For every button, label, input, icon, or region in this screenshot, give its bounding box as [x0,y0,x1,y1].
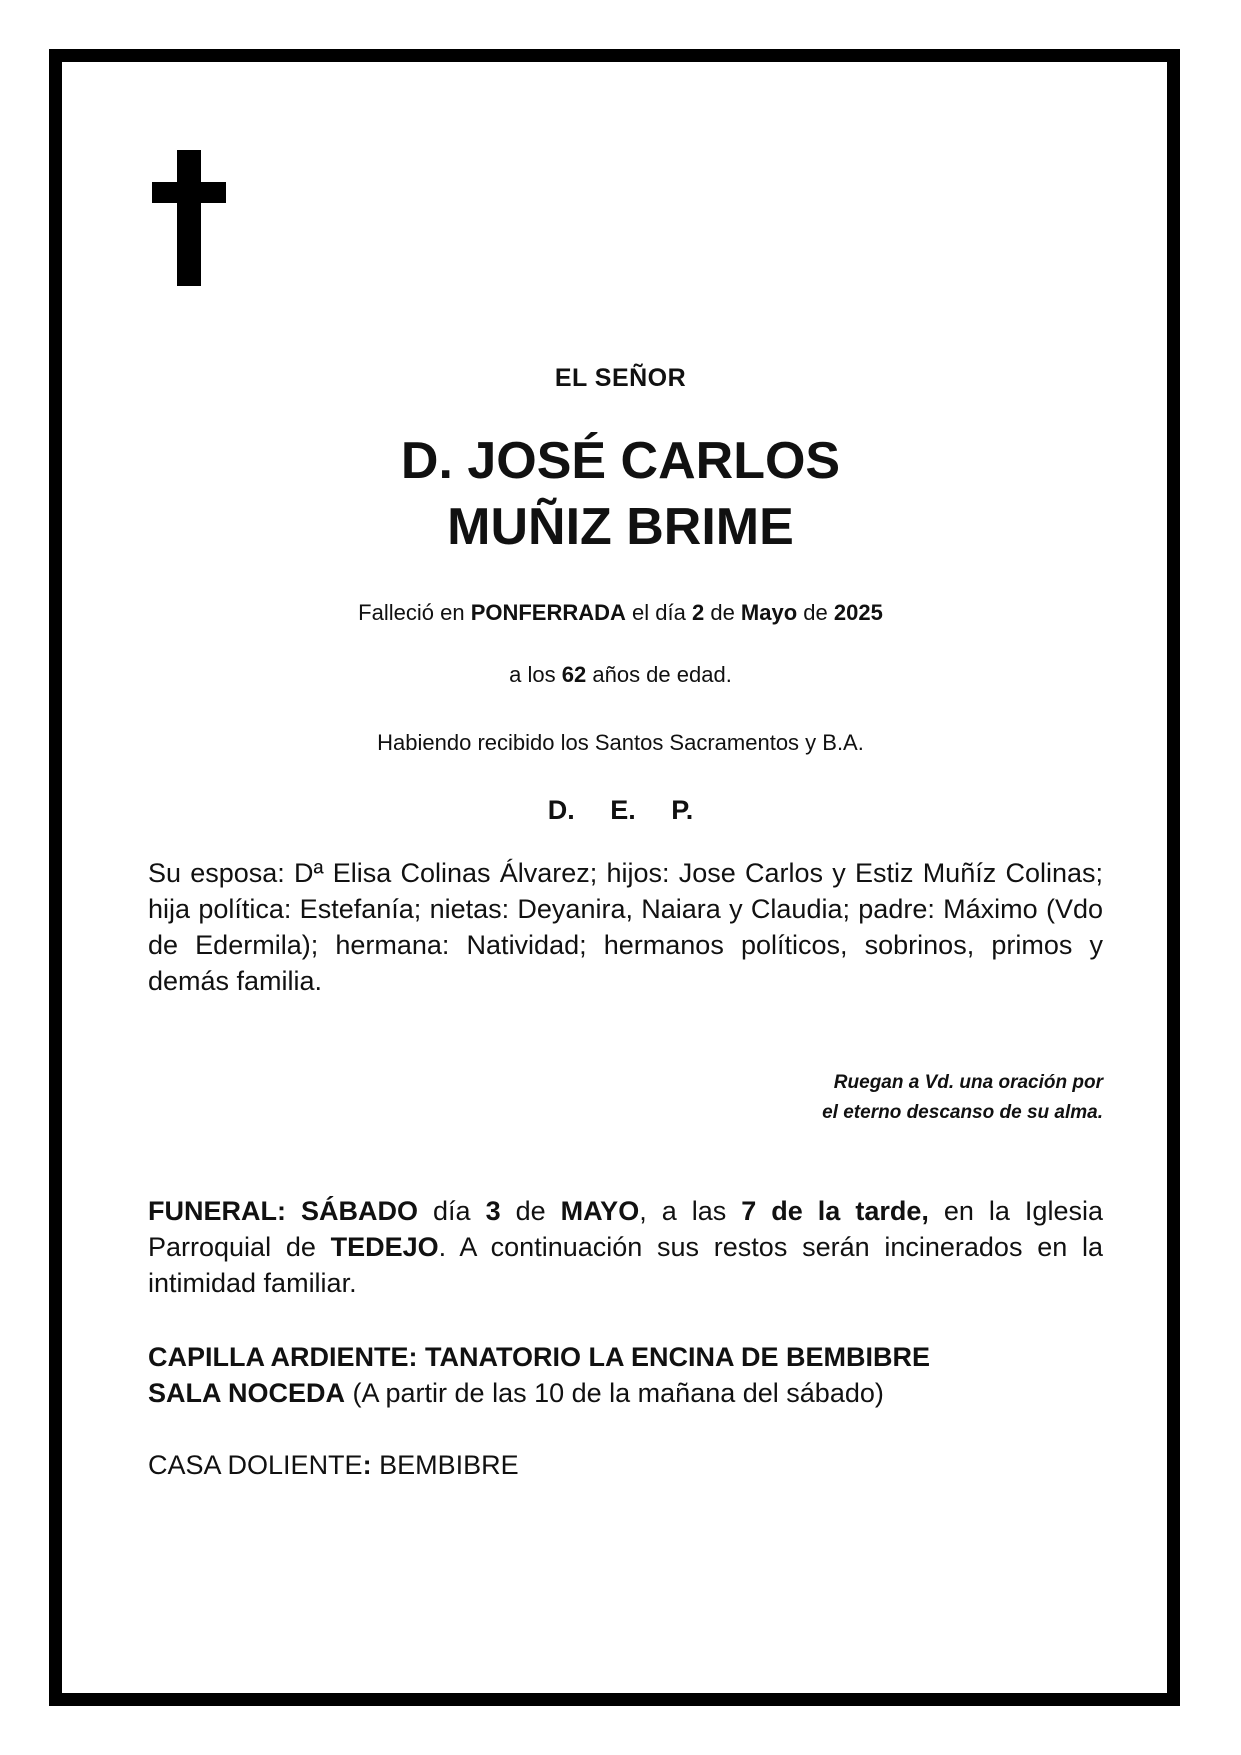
age-suffix: años de edad. [592,662,732,687]
chapel-line-2 [148,1375,1103,1411]
age-info [0,662,1241,688]
chapel-venue: TANATORIO LA ENCINA DE BEMBIBRE [425,1342,930,1372]
funeral-paragraph [148,1193,1103,1301]
death-prefix: Falleció en [358,600,471,625]
title: EL SEÑOR [554,364,687,392]
funeral-label: FUNERAL: [148,1196,286,1226]
funeral-time: 7 de la tarde, [741,1196,929,1226]
funeral-t3: , a las [639,1196,742,1226]
funeral-t2: de [500,1196,561,1226]
casa-colon: : [362,1450,380,1480]
funeral-place: TEDEJO [330,1232,439,1262]
mourning-house [148,1447,519,1483]
age-prefix: a los [509,662,562,687]
sacraments-text: Habiendo recibido los Santos Sacramentos y B.A. [377,730,864,755]
cross-icon [152,150,226,286]
death-of-1: de [704,600,741,625]
dep-text: D. E. P. [547,795,694,825]
chapel-info [148,1339,1103,1411]
death-year: 2025 [833,600,883,625]
family-paragraph: Su esposa: Dª Elisa Colinas Álvarez; hijos: Jose Carlos y Estiz Muñíz Colinas; hija política: Estefanía; nietas: Deyanira, Naiara y Claudia; padre: Máximo (Vdo de Edermila); hermana: Natividad; hermanos políticos, sobrinos, primos y demás familia. [148,858,1103,996]
funeral-month: MAYO [560,1196,640,1226]
death-month: Mayo [740,600,798,625]
death-day-label: el día [625,600,692,625]
chapel-label: CAPILLA ARDIENTE [148,1342,409,1372]
chapel-note: (A partir de las 10 de la mañana del sábado) [345,1378,884,1408]
age-value: 62 [561,662,587,687]
name-line-1: D. JOSÉ CARLOS [400,432,841,490]
casa-label: CASA DOLIENTE [148,1450,363,1480]
prayer-line-1: Ruegan a Vd. una oración por [833,1072,1103,1093]
chapel-colon: : [408,1342,425,1372]
chapel-line-1 [148,1339,1103,1375]
funeral-day: 3 [485,1196,501,1226]
prayer-request [822,1068,1103,1128]
funeral-day-name: SÁBADO [301,1196,419,1226]
death-info [0,600,1241,626]
chapel-room: SALA NOCEDA [148,1378,346,1408]
prayer-line-2: el eterno descanso de su alma. [822,1102,1103,1123]
funeral-t5: . A continuación sus restos serán incinerados en la intimidad familiar. [148,1232,1103,1298]
deceased-name [0,428,1241,560]
funeral-t4: en la Iglesia Parroquial de [148,1196,1103,1262]
death-day: 2 [691,600,705,625]
casa-place: BEMBIBRE [379,1450,519,1480]
death-place: PONFERRADA [470,600,626,625]
name-line-2: MUÑIZ BRIME [447,498,794,556]
funeral-t1: día [418,1196,486,1226]
death-of-2: de [797,600,834,625]
